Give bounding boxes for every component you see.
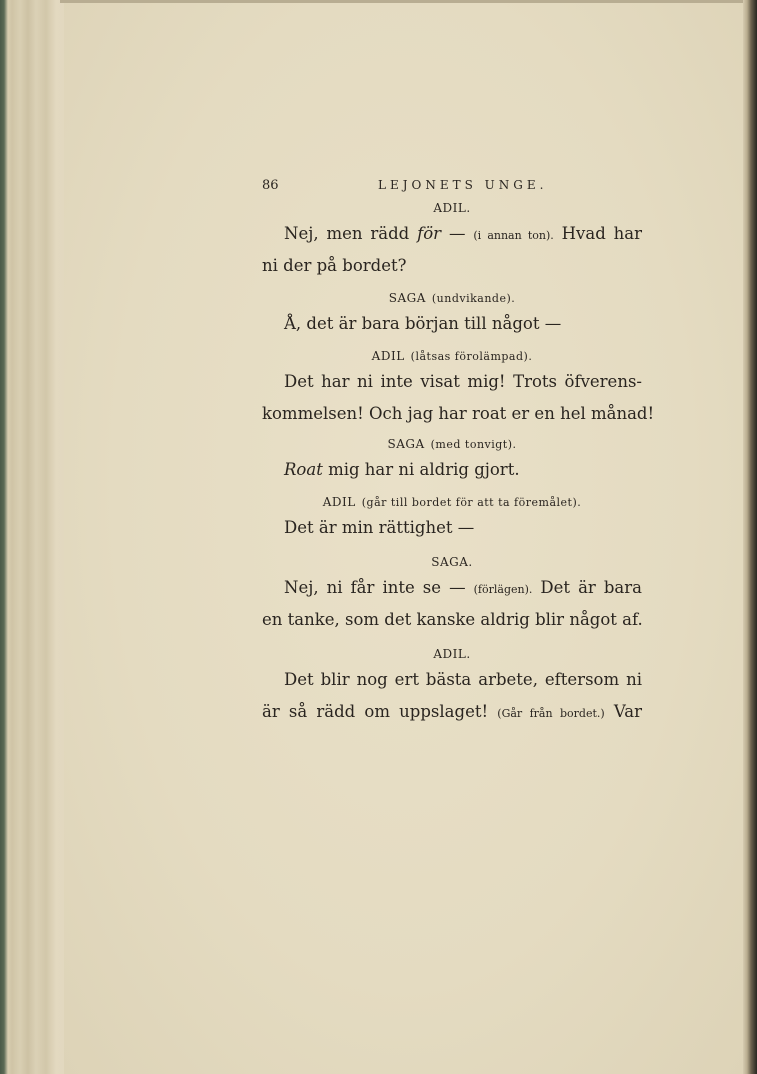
text-run: Var — [604, 702, 643, 721]
dialogue-line — [262, 250, 642, 282]
dialogue-line — [262, 604, 642, 636]
speaker-heading — [262, 198, 642, 218]
page-header — [262, 178, 642, 198]
text-run: ni der på bordet? — [262, 256, 407, 275]
speaker-heading — [262, 644, 642, 664]
speaker-name: ADIL — [322, 495, 356, 509]
text-run: Hvad har — [553, 224, 643, 243]
text-run: Det har ni inte visat mig! Trots öfverens- — [284, 372, 642, 391]
page-number: 86 — [262, 178, 279, 193]
speaker-heading — [262, 346, 642, 366]
text-run: mig har ni aldrig gjort. — [322, 460, 520, 479]
speaker-name: SAGA — [387, 437, 425, 451]
text-run: Nej, ni får inte se — — [284, 578, 474, 597]
text-run: Det blir nog ert bästa arbete, eftersom ni — [284, 670, 642, 689]
dialogue-line — [262, 696, 642, 728]
speaker-name: SAGA. — [431, 555, 473, 569]
speaker-direction: (går till bordet för att ta föremålet). — [361, 496, 582, 509]
speaker-heading — [262, 288, 642, 308]
dialogue-line — [262, 512, 642, 544]
emphasis-run: för — [417, 224, 442, 243]
text-run: en tanke, som det kanske aldrig blir något af. — [262, 610, 643, 629]
text-run: är så rädd om uppslaget! — [262, 702, 498, 721]
speaker-heading — [262, 492, 642, 512]
speaker-direction: (låtsas förolämpad). — [410, 350, 533, 363]
text-run: Det är bara — [532, 578, 642, 597]
stage-direction: (Går från bordet.) — [497, 707, 605, 720]
speaker-name: ADIL — [371, 349, 405, 363]
stage-direction: (i annan ton). — [473, 229, 554, 242]
dialogue-line — [262, 664, 642, 696]
text-run: Å, det är bara början till något — — [284, 314, 562, 333]
dialogue-line — [262, 572, 642, 604]
text-run: kommelsen! Och jag har roat er en hel månad! — [262, 404, 655, 423]
book-binding-edge — [743, 0, 757, 1074]
speaker-heading — [262, 434, 642, 454]
speaker-direction: (undvikande). — [431, 292, 516, 305]
dialogue-line — [262, 398, 655, 430]
speaker-heading — [262, 552, 642, 572]
book-page-edges — [0, 0, 64, 1074]
text-run: Det är min rättighet — — [284, 518, 475, 537]
speaker-direction: (med tonvigt). — [430, 438, 517, 451]
text-block — [262, 178, 655, 728]
text-run: Nej, men rädd — [284, 224, 418, 243]
dialogue-line — [262, 366, 642, 398]
speaker-name: ADIL. — [433, 647, 471, 661]
dialogue-line — [262, 308, 642, 340]
dialogue-line — [262, 218, 642, 250]
running-title: LEJONETS UNGE. — [378, 178, 548, 192]
stage-direction: (förlägen). — [473, 583, 533, 596]
text-run: — — [441, 224, 474, 243]
emphasis-run: Roat — [284, 460, 323, 479]
speaker-name: SAGA — [388, 291, 426, 305]
dialogue-line — [262, 454, 642, 486]
speaker-name: ADIL. — [433, 201, 471, 215]
